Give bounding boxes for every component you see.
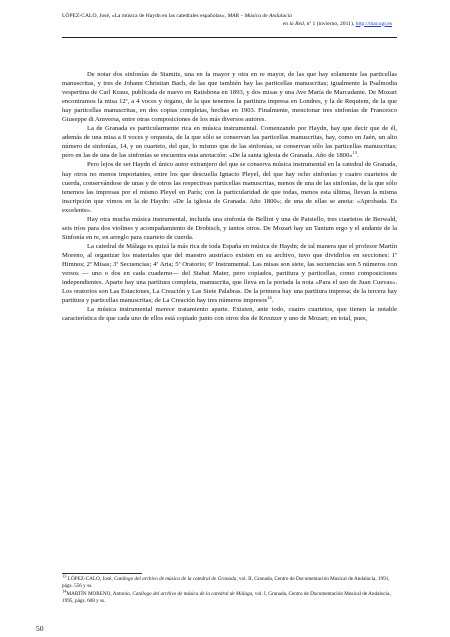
header-issue: , nº 1 (invierno, 2011), xyxy=(303,20,356,27)
page-number: 50 xyxy=(36,624,44,633)
footnote-13: $^{13}$ LÓPEZ-CALO, José, Catálogo del archivo de música de la catedral de Granada, vol. II, Granada, Centro de Documentación Musical de Andalucía, 1991, págs. 556 y ss. xyxy=(62,573,390,590)
header-divider xyxy=(62,37,397,38)
footnote-number: 13 xyxy=(62,573,67,579)
footnote-divider xyxy=(62,573,142,574)
footnote-title: Catálogo del archivo de música de la catedral de Málaga xyxy=(132,590,253,597)
header-line-1 xyxy=(62,13,392,21)
paragraph-1: De notar dos sinfonías de Stamitz, una en fa mayor y otra en re mayor, de las que hay solamente las particellas manuscritas, y tres de Johann Christian Bach, de las que también hay las particellas manuscritas; igualmente la Psalmodia vespertina de Carl Kraus, publicada de nuevo en Ratisbona en 1893, y dos misas y una Ave María de Marcadante. De Mozart encontramos la misa 12ª, a 4 voces y órgano, de la que tenemos la partitura impresa en Londres, y la de Requiem, de la que hay particellas manuscritas, en dos copias completas, hechas en 1903. Finalmente, mencionar tres sinfonías de Francesco Giuseppe di Amversa, entre otras composiciones de los más diversos autores. xyxy=(62,71,397,124)
footnote-title: Catálogo del archivo de música de la catedral de Granada xyxy=(113,576,237,582)
footnote-ref-14[interactable]: 14 xyxy=(267,294,272,300)
header-journal: MAR – Música de Andalucía xyxy=(227,13,292,19)
paragraph-2-text: La de Granada es particularmente rica en música instrumental. Comenzando por Haydn, hay que decir que de él, además de una misa a 8 voces y orquesta, de la que sólo se conservan las particellas manuscritas, hay, como en Jaén, un alto número de sinfonías, 14, y un cuarteto, del que, lo mismo que de las sinfonías, se conservan sólo las particellas manuscritas; pero en las de una de las sinfonías se encuentra esta anotación: «De la santa iglesia de Granada. Año de 1800» xyxy=(62,125,397,160)
footnote-author: LÓPEZ-CALO, José xyxy=(67,576,112,582)
paragraph-6: La música instrumental merece tratamiento aparte. Existen, ante todo, cuatro cuartetos, que tienen la notable característica de que cada uno de ellos está copiado junto con otros dos de Kreutzer y uno de Mozart; en total, pues, xyxy=(62,306,397,323)
paragraph-2: La de Granada es particularmente rica en música instrumental. Comenzando por Haydn, hay que decir que de él, además de una misa a 8 voces y orquesta, de la que sólo se conservan las particellas manuscritas, hay, como en Jaén, un alto número de sinfonías, 14, y un cuarteto, del que, lo mismo que de las sinfonías, se conservan sólo las particellas manuscritas; pero en las de una de las sinfonías se encuentra esta anotación: «De la santa iglesia de Granada. Año de 1800»$^{13}$. xyxy=(62,125,397,160)
footnote-details: , vol. II, Granada, Centro de Documentación Musical de Andalucía, 1991, págs. 556 y ss. xyxy=(62,576,390,590)
header-author: LÓPEZ-CALO, José xyxy=(62,13,109,19)
header-article-title: , «La música de Haydn en las catedrales españolas», xyxy=(108,13,228,19)
footnotes xyxy=(62,573,397,605)
paragraph-5-text: La catedral de Málaga es quizá la más rica de toda España en música de Haydn; de tal manera que el profesor Martín Moreno, al organizar los materiales que del maestro austríaco existen en su archivo, tuvo que dividirlos en secciones: 1ª Himnos; 2ª Misas; 3ª Secuencias; 4ª Aria; 5ª Oratorio; 6ª Instrumental. Las misas son siete, las secuencias son 5 números con versos — uno o dos en cada cuaderno— del Stabat Mater, pero copiados, partitura y particellas, como composiciones independientes. Aparte hay una partitura completa, manuscrita, que lleva en la portada la nota «Para el uso de Juan Cuevas». Los oratorios son Las Estaciones, La Creación y Las Siete Palabras. De la primera hay una partitura impresa; de la tercera hay partitura y particellas manuscritas; de La Creación hay tres números impresos xyxy=(62,242,397,305)
paragraph-4: Hay otra mucha música instrumental, incluida una sinfonía de Bellini y una de Paisiello, tres cuartetos de Berwald, seis tríos para dos violines y acompañamiento de Drobisch, y tantos otros. De Mozart hay un Tantum ergo y el andante de la Sinfonía en re, en arreglo para cuarteto de cuerda. xyxy=(62,215,397,241)
footnote-14: $^{14}$MARTÍN MORENO, Antonio, Catálogo del archivo de música de la catedral de Málaga, vol. I, Granada, Centro de Documentación Musical de Andalucía, 1995, págs. 608 y ss. xyxy=(62,587,391,604)
header-line-2 xyxy=(62,21,392,29)
footnote-details: , vol. I, Granada, Centro de Documentación Musical de Andalucía, 1995, págs. 608 y ss. xyxy=(62,590,391,604)
footnote-number: 14 xyxy=(62,587,67,593)
header-journal-suffix: en la Red xyxy=(282,20,304,27)
body-text xyxy=(62,70,397,323)
header-url-link[interactable]: http://mar.ugr.es xyxy=(355,20,392,27)
footnote-author: MARTÍN MORENO, Antonio xyxy=(66,590,130,597)
footnote-ref-13[interactable]: 13 xyxy=(352,150,358,156)
running-header xyxy=(62,13,392,28)
paragraph-3: Pero lejos de ser Haydn el único autor extranjero del que se conserva música instrumental en la catedral de Granada, hay otros no menos importantes, entre los que descuella Ignacio Pleyel, del que hay ocho sinfonías y cuatro cuartetos de cuerda, conservándose de unas y de otros las respectivas particellas manuscritas, menos de una de las sinfonías, de la que sólo tenemos las impresas por el mismo Pleyel en París; con la particularidad de que todas, menos esta última, llevan la misma inscripción que vimos en la de Haydn: «De la iglesia de Granada. Año 1800»; de una de ellas se anota: «Aprobada. Es excelente». xyxy=(62,161,397,214)
paragraph-5: La catedral de Málaga es quizá la más rica de toda España en música de Haydn; de tal manera que el profesor Martín Moreno, al organizar los materiales que del maestro austríaco existen en su archivo, tuvo que dividirlos en secciones: 1ª Himnos; 2ª Misas; 3ª Secuencias; 4ª Aria; 5ª Oratorio; 6ª Instrumental. Las misas son siete, las secuencias son 5 números con versos — uno o dos en cada cuaderno— del Stabat Mater, pero copiados, partitura y particellas, como composiciones independientes. Aparte hay una partitura completa, manuscrita, que lleva en la portada la nota «Para el uso de Juan Cuevas». Los oratorios son Las Estaciones, La Creación y Las Siete Palabras. De la primera hay una partitura impresa; de la tercera hay partitura y particellas manuscritas; de La Creación hay tres números impresos$^{14}$. xyxy=(62,242,397,305)
